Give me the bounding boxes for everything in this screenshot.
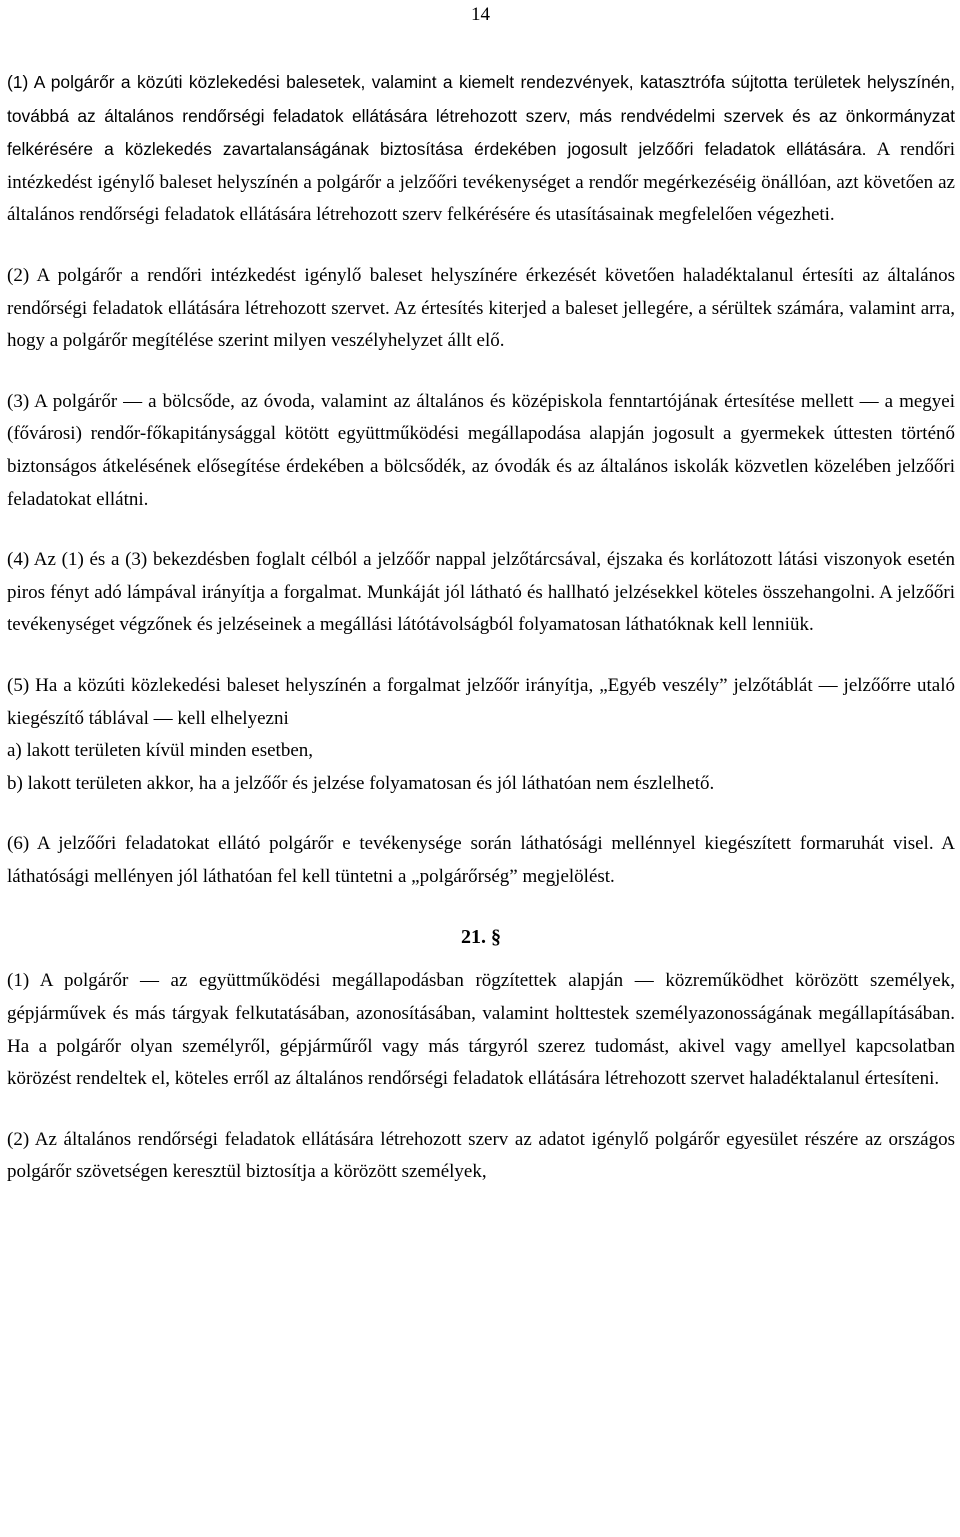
paragraph-6: (6) A jelzőőri feladatokat ellátó polgárőr e tevékenysége során láthatósági mellénnyel kiegészített formaruhát visel. A láthatósági mellényen jól láthatóan fel kell tüntetni a „polgárőrség” megjelölést.: [7, 833, 955, 887]
paragraph-5: [7, 670, 955, 800]
paragraph-5-item-b: b) lakott területen akkor, ha a jelzőőr és jelzése folyamatosan és jól láthatóan nem észlelhető.: [7, 772, 715, 794]
paragraph-5-intro: (5) Ha a közúti közlekedési baleset helyszínén a forgalmat jelzőőr irányítja, „Egyéb veszély” jelzőtáblát ― jelzőőrre utaló kiegészítő táblával ― kell elhelyezni: [7, 674, 955, 729]
paragraph-3: (3) A polgárőr ― a bölcsőde, az óvoda, valamint az általános és középiskola fenntartójának értesítése mellett ― a megyei (fővárosi) rendőr-főkapitánysággal kötött együttműködési megállapodása alapján jogosult a gyermekek úttesten történő biztonságos átkelésének elősegítése érdekében a bölcsődék, az óvodák és az általános iskolák közvetlen közelében jelzőőri feladatokat ellátni.: [7, 390, 955, 510]
paragraph-1-part-b: A rendőri intézkedést igénylő baleset helyszínén a polgárőr a jelzőőri tevékenységet a rendőr megérkezéséig önállóan, azt követően az általános rendőrségi feladatok ellátására létrehozott szerv felkérésére és utasításainak megfelelően végezheti.: [7, 139, 955, 226]
page-number: 14: [471, 4, 490, 25]
document-body: [7, 66, 955, 1189]
paragraph-2: (2) A polgárőr a rendőri intézkedést igénylő baleset helyszínére érkezését követően haladéktalanul értesíti az általános rendőrségi feladatok ellátására létrehozott szervet. Az értesítés kiterjed a baleset jellegére, a sérültek számára, valamint arra, hogy a polgárőr megítélése szerint milyen veszélyhelyzet állt elő.: [7, 264, 955, 352]
section-heading-21: 21. §: [461, 926, 501, 949]
paragraph-5-item-a: a) lakott területen kívül minden esetben,: [7, 740, 314, 762]
section-21-paragraph-1: (1) A polgárőr ― az együttműködési megállapodásban rögzítettek alapján ― közreműködhet körözött személyek, gépjárművek és más tárgyak felkutatásában, azonosításában, valamint holttestek személyazonosságának megállapításában. Ha a polgárőr olyan személyről, gépjárműről vagy más tárgyról szerez tudomást, akivel vagy amellyel kapcsolatban körözést rendeltek el, köteles erről az általános rendőrségi feladatok ellátására létrehozott szervet haladéktalanul értesíteni.: [7, 970, 955, 1090]
paragraph-1-part-a: (1) A polgárőr a közúti közlekedési balesetek, valamint a kiemelt rendezvények, katasztrófa sújtotta területek helyszínén, továbbá az általános rendőrségi feladatok ellátására létrehozott szerv, más rendvédelmi szervek és az önkormányzat felkérésére a közlekedés zavartalanságának biztosítása érdekében jogosult jelzőőri feladatok ellátására.: [7, 72, 955, 160]
paragraph-1: [7, 66, 955, 232]
paragraph-4: (4) Az (1) és a (3) bekezdésben foglalt célból a jelzőőr nappal jelzőtárcsával, éjszaka és korlátozott látási viszonyok esetén piros fényt adó lámpával irányítja a forgalmat. Munkáját jól látható és hallható jelzésekkel köteles összehangolni. A jelzőőri tevékenységet végzőnek és jelzéseinek a megállási látótávolságból folyamatosan láthatóknak kell lenniük.: [7, 549, 955, 636]
section-21-paragraph-2: (2) Az általános rendőrségi feladatok ellátására létrehozott szerv az adatot igénylő polgárőr egyesület részére az országos polgárőr szövetségen keresztül biztosítja a körözött személyek,: [7, 1128, 955, 1183]
